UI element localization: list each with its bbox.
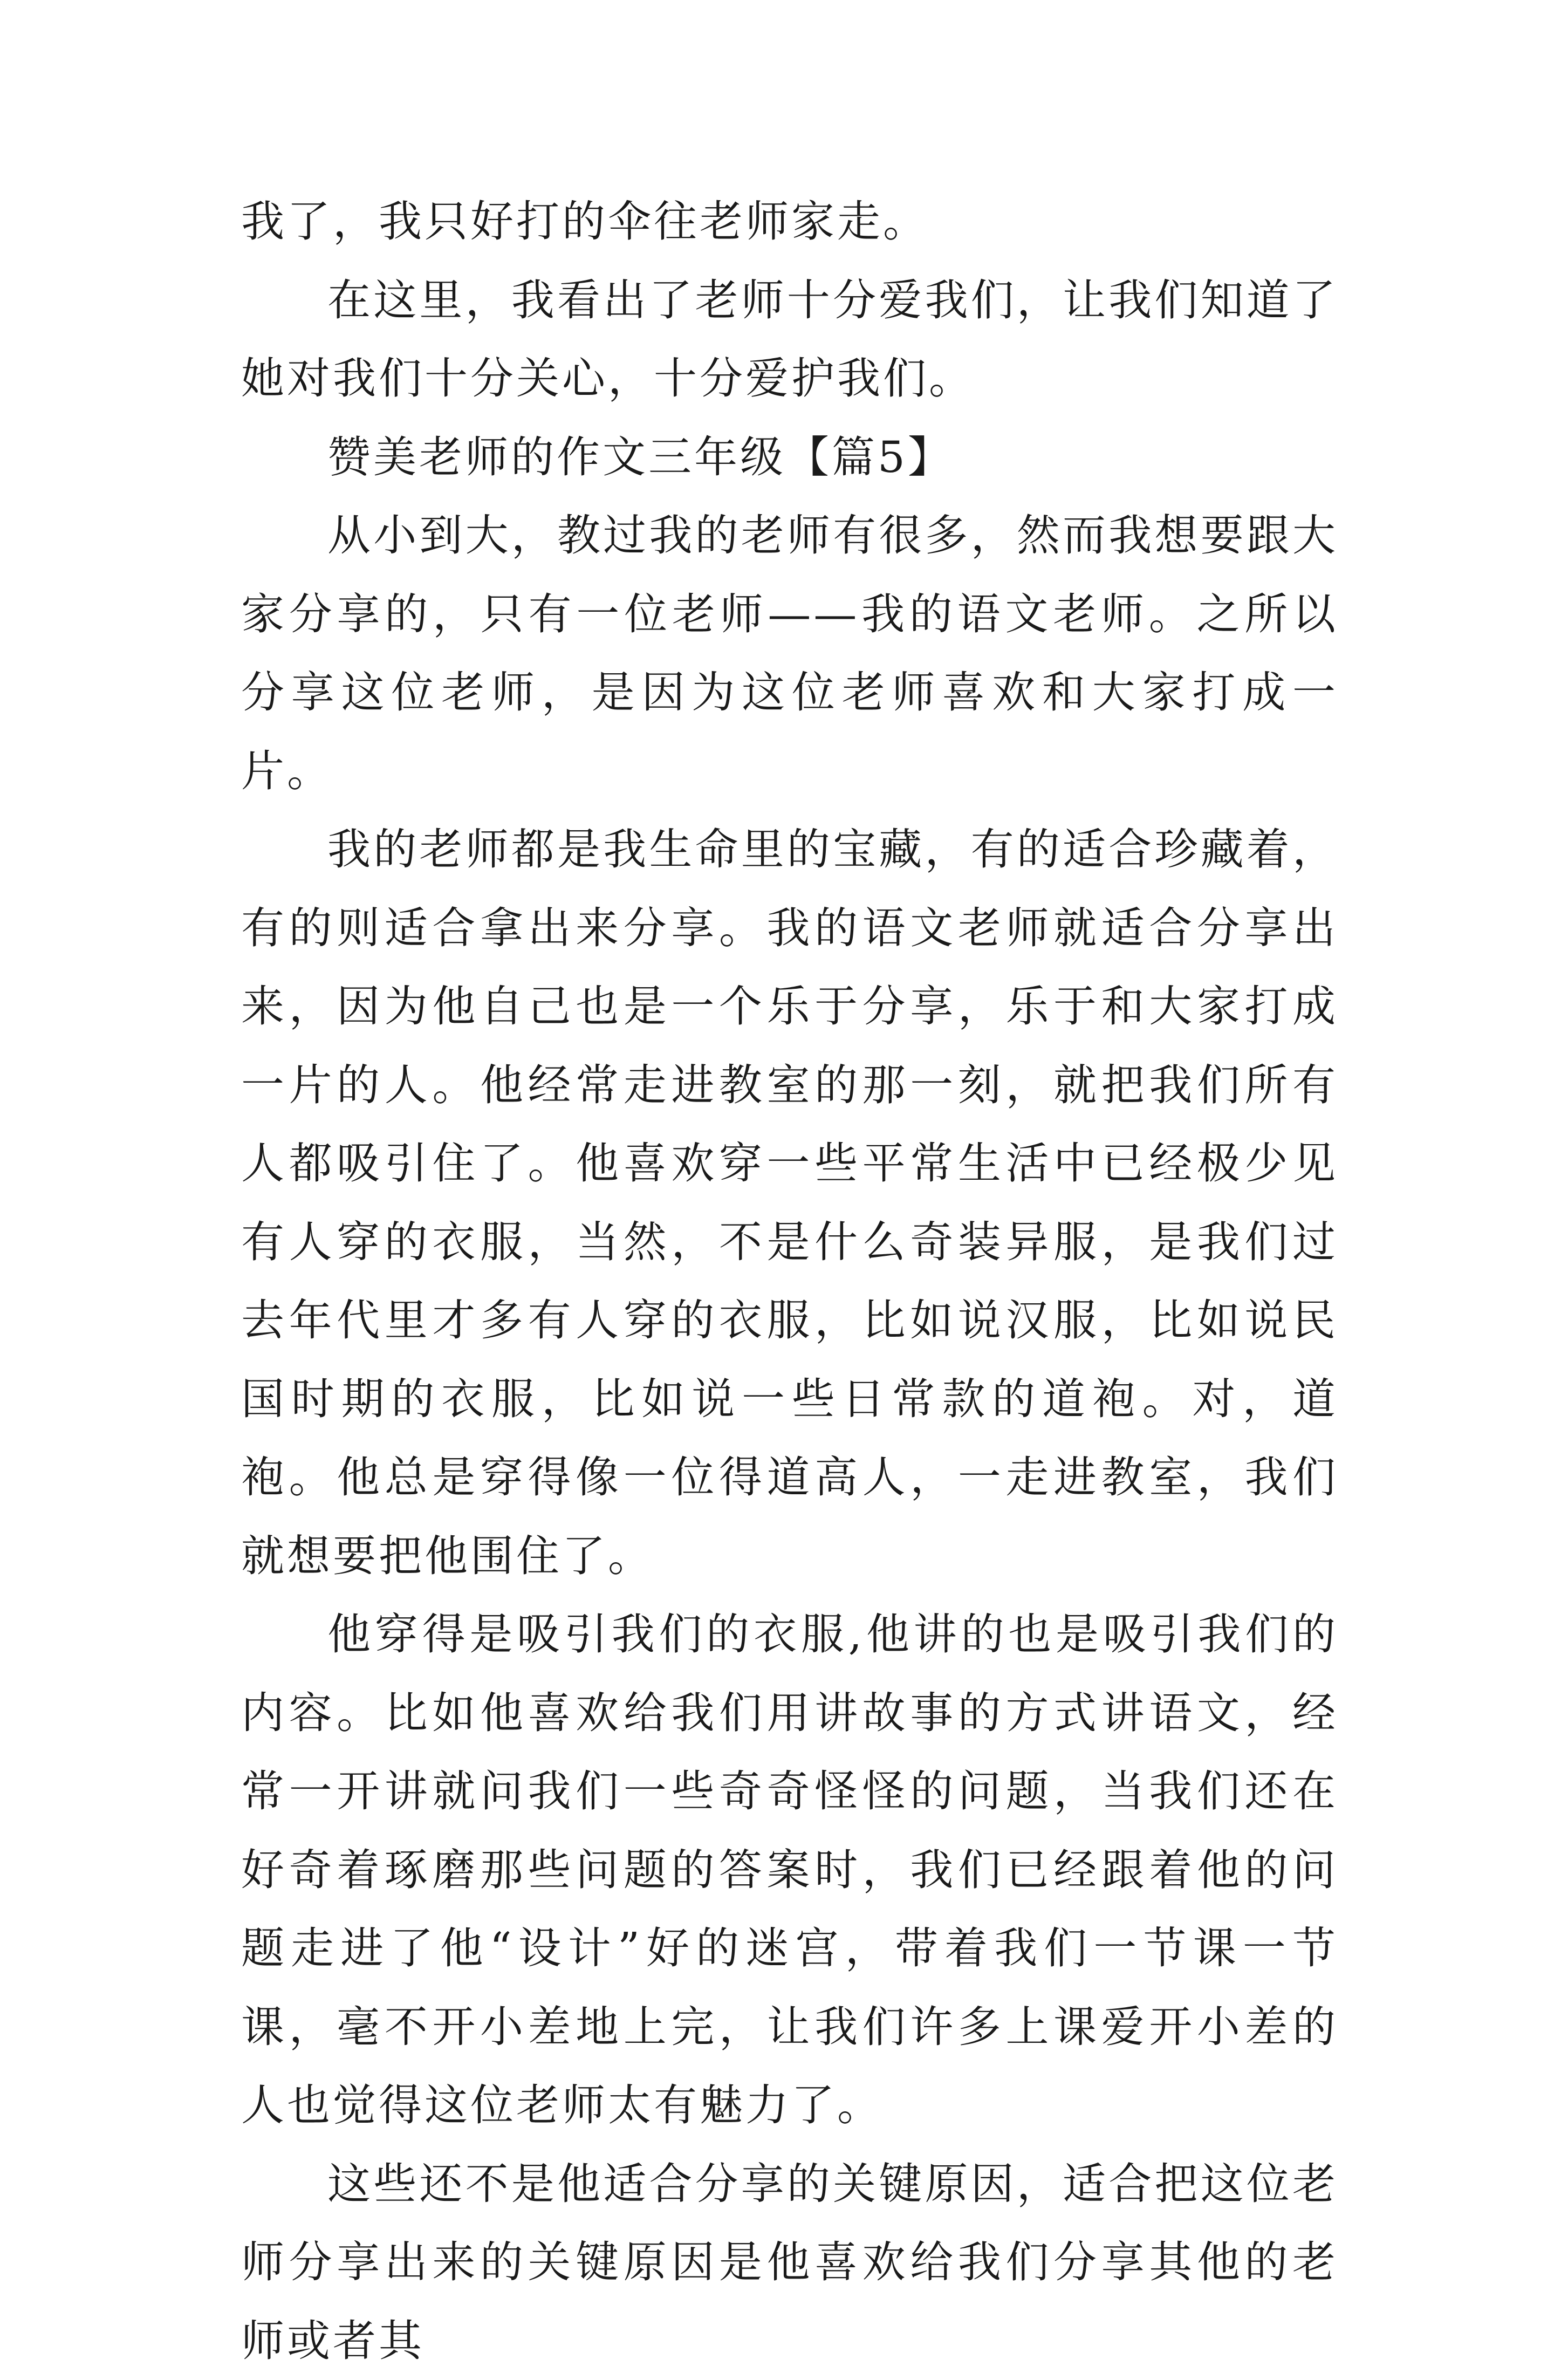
section-heading: 赞美老师的作文三年级【篇5】 [241,418,1338,497]
document-body [241,182,1338,2380]
paragraph: 这些还不是他适合分享的关键原因，适合把这位老师分享出来的关键原因是他喜欢给我们分享其他的老师或者其 [241,2145,1338,2380]
paragraph: 他穿得是吸引我们的衣服,他讲的也是吸引我们的内容。比如他喜欢给我们用讲故事的方式讲语文，经常一开讲就问我们一些奇奇怪怪的问题，当我们还在好奇着琢磨那些问题的答案时，我们已经跟着他的问题走进了他“设计”好的迷宫，带着我们一节课一节课，毫不开小差地上完，让我们许多上课爱开小差的人也觉得这位老师太有魅力了。 [241,1595,1338,2145]
paragraph: 在这里，我看出了老师十分爱我们，让我们知道了她对我们十分关心，十分爱护我们。 [241,261,1338,418]
paragraph: 我的老师都是我生命里的宝藏，有的适合珍藏着，有的则适合拿出来分享。我的语文老师就适合分享出来，因为他自己也是一个乐于分享，乐于和大家打成一片的人。他经常走进教室的那一刻，就把我们所有人都吸引住了。他喜欢穿一些平常生活中已经极少见有人穿的衣服，当然，不是什么奇装异服，是我们过去年代里才多有人穿的衣服，比如说汉服，比如说民国时期的衣服，比如说一些日常款的道袍。对，道袍。他总是穿得像一位得道高人，一走进教室，我们就想要把他围住了。 [241,810,1338,1595]
paragraph: 我了，我只好打的伞往老师家走。 [241,182,1338,261]
paragraph: 从小到大，教过我的老师有很多，然而我想要跟大家分享的，只有一位老师——我的语文老师。之所以分享这位老师，是因为这位老师喜欢和大家打成一片。 [241,496,1338,810]
